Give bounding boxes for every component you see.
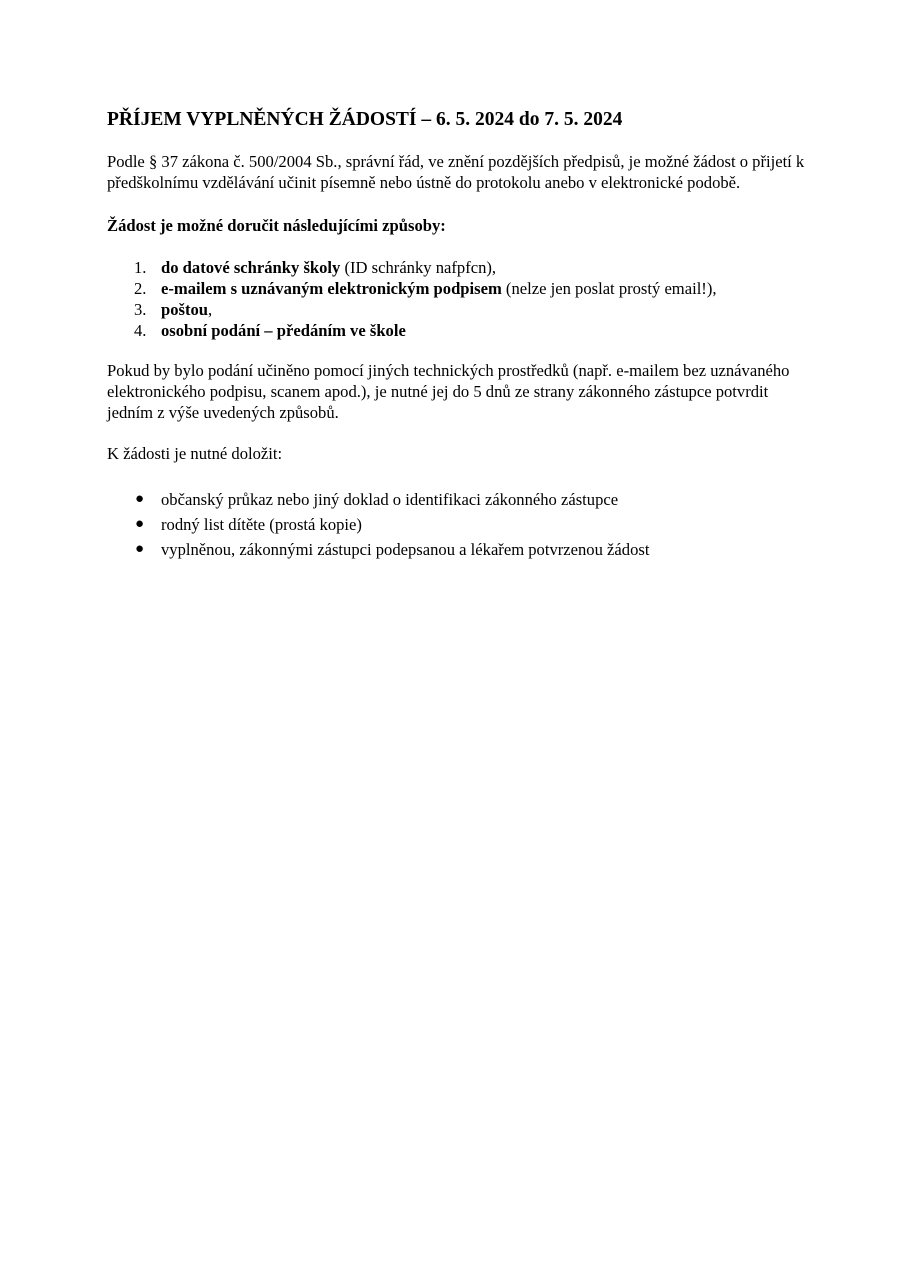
attachment-text: vyplněnou, zákonnými zástupci podepsanou a lékařem potvrzenou žádost [161, 540, 650, 559]
methods-heading: Žádost je možné doručit následujícími způsoby: [107, 216, 446, 235]
method-item [107, 320, 807, 341]
method-rest: (nelze jen poslat prostý email!), [501, 279, 717, 298]
attachment-item [107, 512, 807, 537]
attachment-text: rodný list dítěte (prostá kopie) [161, 515, 362, 534]
method-item [107, 299, 807, 320]
attachment-item [107, 487, 807, 512]
bullet-icon: ● [135, 541, 145, 557]
attachment-text: občanský průkaz nebo jiný doklad o identifikaci zákonného zástupce [161, 490, 619, 509]
bullet-icon: ● [135, 491, 145, 507]
method-number: 2. [134, 279, 147, 298]
method-item [107, 257, 807, 278]
method-number: 1. [134, 258, 147, 277]
method-number: 4. [134, 321, 147, 340]
method-item [107, 278, 807, 299]
method-bold: poštou [161, 300, 209, 319]
method-bold: e-mailem s uznávaným elektronickým podpisem [161, 279, 502, 298]
method-rest: , [208, 300, 213, 319]
attachments-list [107, 487, 807, 562]
document-page [107, 108, 807, 562]
method-bold: do datové schránky školy [161, 258, 341, 277]
intro-paragraph: Podle § 37 zákona č. 500/2004 Sb., správní řád, ve znění pozdějších předpisů, je možné žádost o přijetí k předškolnímu vzdělávání učinit písemně nebo ústně do protokolu anebo v elektronické podobě. [107, 152, 805, 192]
attachment-item [107, 537, 807, 562]
note-paragraph: Pokud by bylo podání učiněno pomocí jiných technických prostředků (např. e-mailem bez uznávaného elektronického podpisu, scanem apod.), je nutné jej do 5 dnů ze strany zákonného zástupce potvrdit jedním z výše uvedených způsobů. [107, 361, 790, 422]
bullet-icon: ● [135, 516, 145, 532]
method-rest: (ID schránky nafpfcn), [340, 258, 497, 277]
document-title: PŘÍJEM VYPLNĚNÝCH ŽÁDOSTÍ – 6. 5. 2024 do 7. 5. 2024 [107, 109, 623, 130]
method-bold: osobní podání – předáním ve škole [161, 321, 406, 340]
attachments-heading: K žádosti je nutné doložit: [107, 444, 283, 463]
methods-list [107, 257, 807, 341]
method-number: 3. [134, 300, 147, 319]
